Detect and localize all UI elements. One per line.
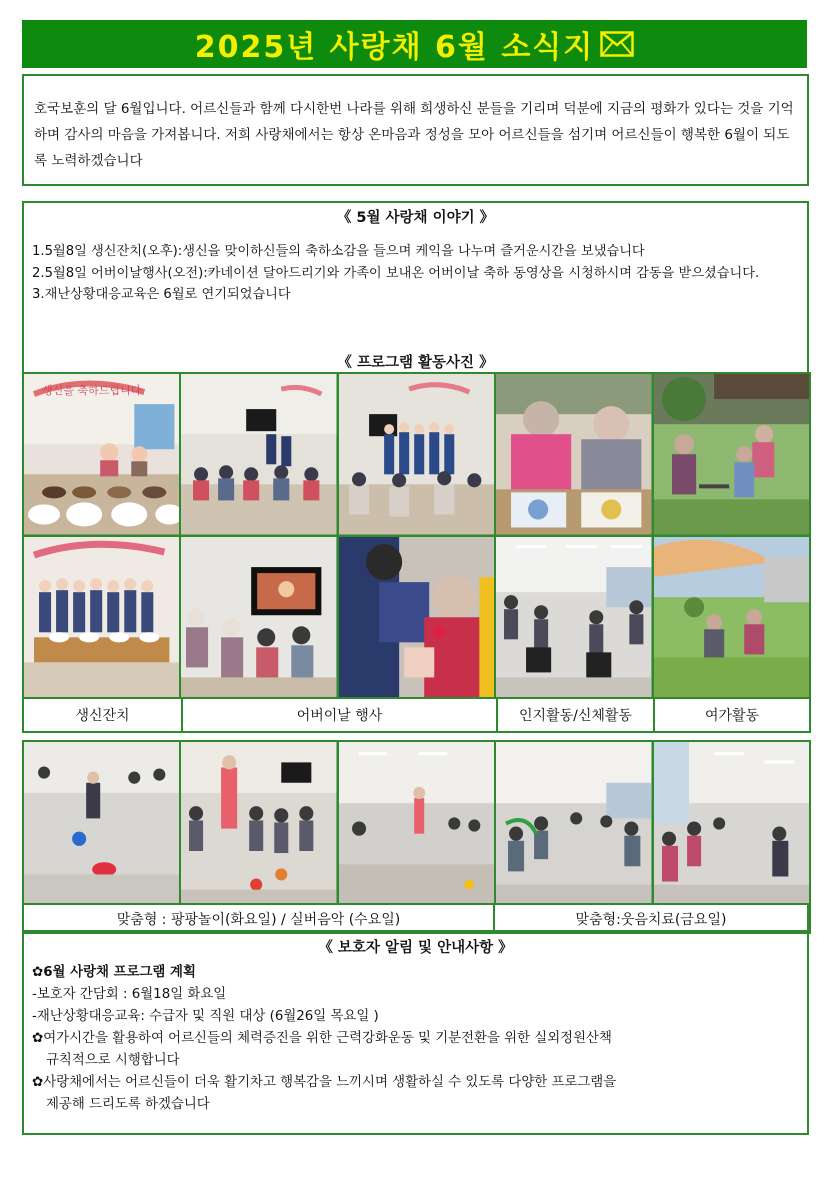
photo-garden-umbrella [654,537,809,698]
flower-bullet-icon: ✿ [32,1075,44,1090]
flower-bullet-icon: ✿ [32,965,44,980]
photo-carnation-pinning [339,537,494,698]
intro-box [22,74,809,186]
notice-bullet-cont: 제공해 드리도록 하겠습니다 [46,1097,210,1112]
may-story-item: 2.5월8일 어버이날행사(오전):카네이션 달아드리기와 가족이 보내온 어버이날 축하 동영상을 시청하시며 감동을 받으셨습니다. [32,265,760,281]
caption-ball-music: 맞춤형 : 팡팡놀이(화요일) / 실버음악 (수요일) [24,905,493,932]
caption-leisure: 여가활동 [655,699,809,731]
notice-line: -재난상황대응교육: 수급자 및 직원 대상 (6월26일 목요일 ) [32,1009,379,1024]
photo-music-exercise [181,742,336,905]
photo-laughter-circle [496,742,651,905]
photo-craft-activity [496,374,651,535]
newsletter-title: 2025년 사랑채 6월 소식지 [194,30,595,65]
notice-heading: 《 보호자 알림 및 안내사항 》 [318,940,513,956]
may-story-item: 1.5월8일 생신잔치(오후):생신을 맞이하신들의 축하소감을 들으며 케익을 나누며 즐거운시간을 보냈습니다 [32,244,645,259]
may-story-item: 3.재난상황대응교육은 6월로 연기되었습니다 [32,287,291,302]
may-story-list [32,241,801,306]
may-story-heading: 《 5월 사랑채 이야기 》 [336,210,495,226]
caption-cognitive-physical: 인지활동/신체활동 [498,699,653,731]
photo-grid-top [22,372,811,699]
photo-laughter-therapy [654,742,809,905]
photo-exercise-circle [496,537,651,698]
envelope-icon [600,31,634,57]
notice-bullet: ✿사랑채에서는 어르신들이 더욱 활기차고 행복감을 느끼시며 생활하실 수 있도록 다양한 프로그램을 [32,1075,617,1090]
photo-video-viewing [181,537,336,698]
notice-bullet: ✿여가시간을 활용하여 어르신들의 체력증진을 위한 근력강화운동 및 기분전환을 위한 실외정원산책 [32,1031,612,1046]
title-banner [22,20,807,68]
photo-garden-leisure [654,374,809,535]
notice-plan-title: ✿6월 사랑채 프로그램 계획 [32,965,196,980]
photo-grid-bottom [22,740,811,907]
photo-ball-game [24,742,179,905]
banner-text: 생신을 축하드립니다 [42,384,142,398]
caption-birthday: 생신잔치 [24,699,181,731]
program-photos-heading: 《 프로그램 활동사진 》 [337,355,494,371]
notice-list [32,962,799,1116]
notice-bullet-cont: 규칙적으로 시행합니다 [46,1053,180,1068]
may-story-section [22,201,809,376]
photo-music-hall [339,742,494,905]
photo-parents-day-hall [181,374,336,535]
captions-top [22,697,811,733]
photo-birthday-group [24,537,179,698]
notice-line: -보호자 간담회 : 6월18일 화요일 [32,987,227,1002]
guardian-notice-section [22,930,809,1135]
photo-birthday-cakes [24,374,179,535]
flower-bullet-icon: ✿ [32,1031,44,1046]
photo-staff-performance [339,374,494,535]
caption-laughter: 맞춤형:웃음치료(금요일) [495,905,807,932]
intro-text: 호국보훈의 달 6월입니다. 어르신들과 함께 다시한번 나라를 위해 희생하신 분들을 기리며 덕분에 지금의 평화가 있다는 것을 기억하며 감사의 마음을 가져봅니다. 저희 사랑채에서는 항상 온마음과 정성을 모아 어르신들을 섬기며 어르신들이 행복한 6월이 되도록 노력하겠습니다 [34,101,794,169]
caption-parents-day: 어버이날 행사 [183,699,496,731]
